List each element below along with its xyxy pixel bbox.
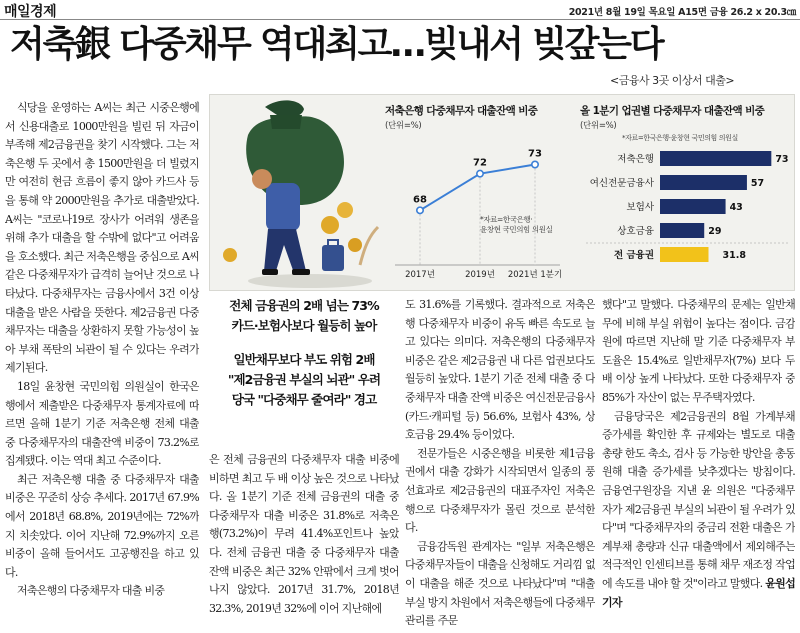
paragraph-text: 금융당국은 제2금융권의 8월 가계부채 증가세를 확인한 후 규제와는 별도로 대출 총량 한도 축소, 검사 등 가능한 방안을 총동원해 대출 증가세를 낮추겠다는 방침이다. 금융연구원장을 지낸 윤 의원은 "다중채무자가 제2금융권 부실의 뇌관이 될 우려가 있다"며 "다중채무자의 중금리 전환 대출은 가계부채 총량과 신규 대출액에서 제외해주는 적극적인 인센티브를 통해 채무 재조정 작업에 속도를 내야 할 것"이라고 말했다. [602,409,795,590]
line-chart-title: 저축은행 다중채무자 대출잔액 비중 [385,105,538,117]
bar-chart-category-label: 여신전문금융사 [589,178,654,189]
paragraph: 18일 윤창현 국민의힘 의원실이 한국은행에서 제출받은 다중채무자 통계자료에 따르면 올해 1분기 기준 저축은행 전체 대출 중 다중채무자의 대출잔액 비중이 73.2%로 집계됐다. 이는 역대 최고 수준이다. [5,379,199,468]
paragraph [602,408,795,613]
bar-chart-category-label: 저축은행 [617,154,654,165]
bar-chart-bar [660,247,708,262]
line-chart-tick-label: 2017년 [405,270,435,280]
line-chart-value-label: 73 [528,148,542,160]
bar-chart-bar [660,223,704,238]
line-chart-point [417,207,423,213]
masthead [0,0,800,20]
pull-quote-group-1 [209,296,399,336]
pull-quote-line: "제2금융권 부실의 뇌관" 우려 [227,372,381,387]
pull-quote-group-2 [209,350,399,410]
pull-quote [209,296,399,456]
bar-chart [582,145,792,290]
bar-chart-value-label: 31.8 [722,250,746,261]
bar-chart-value-label: 29 [708,226,722,237]
headline: 저축銀 다중채무 역대최고…빚내서 빚갚는다 [10,24,663,65]
illustration-person-carrying-debt-sack [210,95,382,290]
pull-quote-line: 당국 "다중채무 줄여라" 경고 [231,392,377,407]
line-chart-tick-label: 2021년 1분기 [507,270,563,280]
line-chart-source-line-1: *자료=한국은행· [480,215,533,224]
bar-chart-bar [660,175,747,190]
article-column-2 [209,451,399,631]
article-column-3 [405,296,595,629]
article-column-4 [602,296,795,629]
bar-chart-value-label: 57 [750,178,765,189]
bar-chart-category-label: 상호금융 [617,226,654,237]
paragraph: 식당을 운영하는 A씨는 최근 시중은행에서 신용대출로 1000만원을 빌린 뒤 자금이 부족해 제2금융권을 찾기 시작했다. 그는 저축은행 두 곳에서 총 1500만원을 더 빌렸지만 여전히 현금 흐름이 좋지 않아 카드사 등을 통해 약 2000만원을 추가로 대출받았다. A씨는 "코로나19로 장사가 어려워 생존을 위해 추가 대출을 할 수밖에 없다"고 어려움을 호소했다. 최근 저축은행을 중심으로 A씨 같은 다중채무자가 급격히 늘어난 것으로 나타났다. 다중채무자는 금융사에서 3건 이상 대출을 받은 사람을 뜻한다. 제2금융권 다중채무자는 대출을 상환하지 못할 가능성이 높아 부채 폭탄의 뇌관이 될 수 있다는 우려가 제기된다. [5,101,199,375]
bar-chart-category-label: 보험사 [626,202,654,213]
line-chart-source-line-2: 윤창현 국민의힘 의원실 [480,225,553,234]
paper-name: 매일경제 [4,4,57,20]
paragraph: 금융감독원 관계자는 "일부 저축은행은 다중채무자들이 대출을 신청해도 거리낌 없이 대출을 해준 것으로 나타났다"며 "대출 부실 방지 차원에서 저축은행들에 다중채무 관리를 주문 [405,539,595,628]
line-chart-unit: (단위=%) [385,121,422,131]
bar-chart-category-label: 전 금융권 [613,250,654,261]
bar-chart-bar [660,199,726,214]
infographic [209,94,795,291]
pull-quote-line: 카드·보험사보다 월등히 높아 [231,318,377,333]
paragraph: 은 전체 금융권의 다중채무자 대출 비중에 비하면 최고 두 배 이상 높은 것으로 나타났다. 올 1분기 기준 전체 금융권의 대출 중 다중채무자 대출 비중은 31.8%로 저축은행(73.2%)이 무려 41.4%포인트나 높았다. 전체 금융권 대출 중 다중채무자 대출 잔액 비중은 최근 32% 안팎에서 크게 벗어나지 않았다. 2017년 31.7%, 2018년 32.3%, 2019년 32%에 이어 지난해에 [209,453,399,615]
paragraph: 도 31.6%를 기록했다. 결과적으로 저축은행 다중채무자 비중이 유독 빠른 속도로 늘고 있다는 의미다. 저축은행의 다중채무자 비중은 같은 제2금융권 내 다른 업권보다도 월등히 높았다. 1분기 기준 전체 대출 중 다중채무자 대출 잔액 비중은 여신전문금융사(카드·캐피털 등) 56.6%, 보험사 43%, 상호금융 29.4% 등이었다. [405,298,595,442]
line-chart [385,107,565,289]
bar-chart-value-label: 43 [729,202,743,213]
paragraph: 했다"고 말했다. 다중채무의 문제는 일반채무에 비해 부실 위험이 높다는 점이다. 금감원에 따르면 지난해 말 기준 다중채무자 부도율은 15.4%로 일반채무자(7%) 보다 두 배 이상 높게 나타났다. 또한 다중채무자 중 85%가 자산이 없는 무주택자였다. [602,298,795,404]
line-chart-value-label: 72 [473,157,487,169]
line-chart-point [477,170,483,176]
bar-chart-value-label: 73 [775,154,789,165]
subhead: <금융사 3곳 이상서 대출> [610,74,735,87]
bar-chart-bar [660,151,771,166]
dateline: 2021년 8월 19일 목요일 A15면 금융 26.2 x 20.3㎝ [568,7,796,18]
bar-chart-unit: (단위=%) [580,121,617,131]
bar-chart-source: *자료=한국은행·윤창현 국민의힘 의원실 [622,134,738,142]
line-chart-point [532,161,538,167]
pull-quote-line: 전체 금융권의 2배 넘는 73% [229,298,379,313]
line-chart-source [480,215,570,235]
bar-chart-title: 올 1분기 업권별 다중채무자 대출잔액 비중 [580,105,765,117]
paragraph: 최근 저축은행 대출 중 다중채무자 대출 비중은 꾸준히 상승 추세다. 2017년 67.9%에서 2018년 68.8%, 2019년에는 72%까지 치솟았다. 이어 지난해 72.9%까지 오른 비중이 올해 들어서도 고공행진을 하고 있다. [5,472,199,579]
paragraph: 전문가들은 시중은행을 비롯한 제1금융권에서 대출 강화가 시작되면서 일종의 풍선효과로 제2금융권의 대표주자인 저축은행으로 다중채무자가 몰린 것으로 분석한다. [405,446,595,535]
article-column-1 [5,99,199,629]
byline: 윤원섭 기자 [602,576,795,609]
line-chart-value-label: 68 [413,194,427,206]
paragraph: 저축은행의 다중채무자 대출 비중 [17,584,165,598]
pull-quote-line: 일반채무보다 부도 위험 2배 [233,352,375,367]
line-chart-tick-label: 2019년 [465,270,495,280]
